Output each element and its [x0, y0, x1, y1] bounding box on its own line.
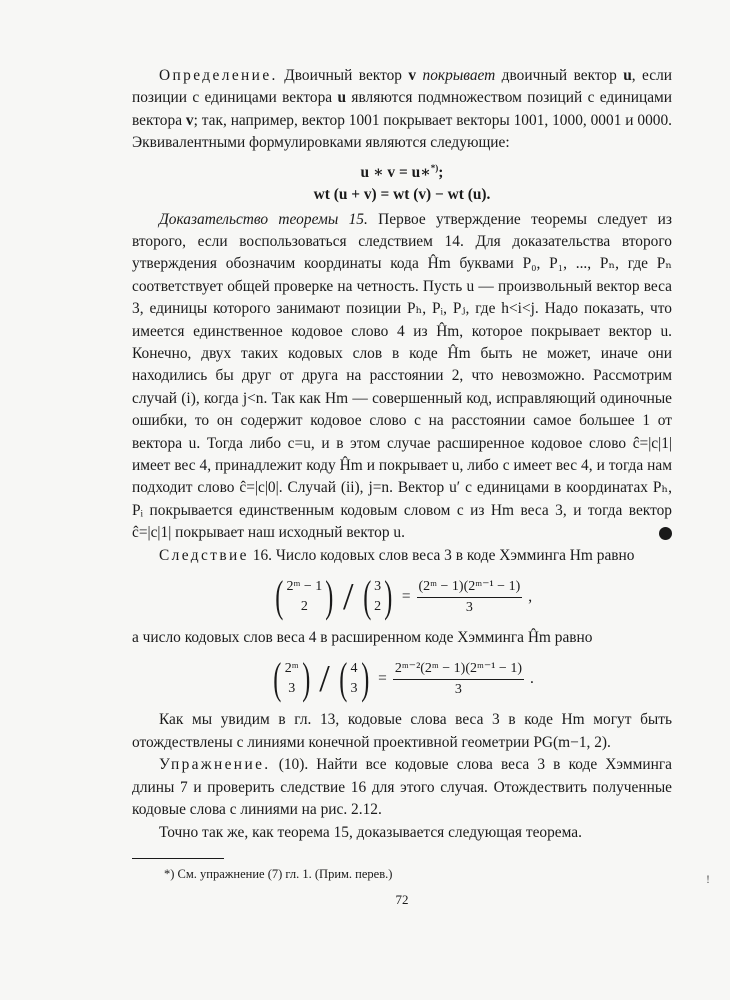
- formula-cover-1: u ∗ v = u∗*);: [360, 162, 444, 181]
- binom-2: ( 3 2 ): [362, 572, 393, 622]
- equation-end: ,: [528, 587, 533, 605]
- division-slash: /: [342, 576, 354, 619]
- definition-text-3: , если позиции с единицами вектора: [132, 67, 672, 107]
- page-body: [132, 65, 672, 911]
- exercise-text: (10). Найти все кодовые слова веса 3 в коде Хэмминга длины 7 и проверить следствие 16 для этого случая. Отождествить полученные кодовые слова с линиями на рис. 2.12.: [132, 756, 672, 819]
- vector-u-2: u: [337, 89, 347, 107]
- mid-paragraph: а число кодовых слов веса 4 в расширенном коде Хэмминга Ĥm равно: [132, 629, 593, 647]
- proof-lead: Доказательство теоремы 15.: [159, 210, 368, 228]
- footnote-ref: *): [430, 162, 439, 173]
- binom-3: ( 2ᵐ 3 ): [273, 654, 310, 704]
- corollary-lead: Следствие: [159, 546, 249, 564]
- equation-end-2: .: [530, 670, 534, 688]
- definition-text-4: являются подмножеством позиций с единицами вектора: [132, 89, 672, 129]
- equation-weight-4: [132, 654, 672, 704]
- fraction: $\frac{\text{(2ᵐ − 1)(2ᵐ⁻¹ − 1)}}{3}$: [418, 578, 521, 615]
- vector-v: v: [408, 67, 417, 84]
- definition-paragraph: [132, 65, 672, 155]
- footnote-divider: [132, 858, 224, 859]
- definition-text-5: ; так, например, вектор 1001 покрывает векторы 1001, 1000, 0001 и 0000. Эквивалентными формулировками являются следующие:: [132, 111, 672, 152]
- fraction-2: $\frac{\text{2ᵐ⁻²(2ᵐ − 1)(2ᵐ⁻¹ − 1)}}{3}$: [394, 660, 522, 697]
- qed-mark: [659, 527, 672, 540]
- definition-lead: Определение.: [159, 67, 278, 84]
- formula-block: [132, 157, 672, 207]
- formula-cover-2: wt (u + v) = wt (v) − wt (u).: [313, 186, 491, 204]
- corollary-text: 16. Число кодовых слов веса 3 в коде Хэмминга Hm равно: [248, 546, 635, 564]
- corollary-paragraph: [132, 545, 672, 567]
- vector-u: u: [623, 67, 632, 84]
- equation-weight-3: [132, 572, 672, 622]
- equals-sign: =: [401, 587, 411, 605]
- footnote: *) См. упражнение (7) гл. 1. (Прим. перев.): [164, 866, 393, 881]
- covers-term: покрывает: [416, 67, 496, 84]
- exercise-paragraph: [132, 754, 672, 821]
- binom-4: ( 4 3 ): [339, 654, 369, 704]
- margin-mark: !: [706, 872, 710, 886]
- proof-text: Первое утверждение теоремы следует из второго, если воспользоваться следствием 14. Для доказательства второго утверждения обозначим координаты кода Ĥm буквами P₀, P₁, ..., Pₙ, где Pₙ соответствует общей проверке на четность. Пусть u — произвольный вектор веса 3, единицы которого занимают позиции Pₕ, Pᵢ, Pⱼ, где h<i<j. Надо показать, что имеется единственное кодовое слово 4 из Ĥm, которое покрывает вектор u. Конечно, двух таких кодовых слов в коде Ĥm быть не может, иначе они находились бы друг от друга на расстоянии 2, что невозможно. Рассмотрим случай (i), когда j<n. Так как Hm — совершенный код, исправляющий одиночные ошибки, то он содержит кодовое слово c на расстоянии самое большее 1 от вектора u. Тогда либо c=u, и в этом случае расширенное кодовое слово ĉ=|c|1| имеет вес 4, принадлежит коду Ĥm и покрывает u, либо c имеет вес 4, и тогда нам подходит слово ĉ=|c|0|. Случай (ii), j=n. Вектор u′ с единицами в координатах Pₕ, Pᵢ покрывается единственным кодовым словом c из Hm веса 3, и тогда вектор ĉ=|c|1| покрывает наш исходный вектор u.: [132, 210, 672, 542]
- proof-paragraph: [132, 209, 672, 545]
- exercise-lead: Упражнение.: [159, 756, 271, 774]
- page-number: 72: [395, 891, 409, 907]
- vector-v-2: v: [185, 111, 194, 129]
- closing-paragraph: Точно так же, как теорема 15, доказывается следующая теорема.: [159, 823, 582, 841]
- after-paragraph: Как мы увидим в гл. 13, кодовые слова веса 3 в коде Hm могут быть отождествлены с линиями конечной проективной геометрии PG(m−1, 2).: [132, 711, 672, 751]
- binom-1: ( 2ᵐ − 1 2 ): [275, 572, 334, 622]
- division-slash-2: /: [319, 658, 330, 701]
- definition-text-1: Двоичный вектор: [277, 67, 409, 84]
- definition-text-2: двоичный вектор: [495, 67, 624, 84]
- equals-sign-2: =: [378, 670, 387, 688]
